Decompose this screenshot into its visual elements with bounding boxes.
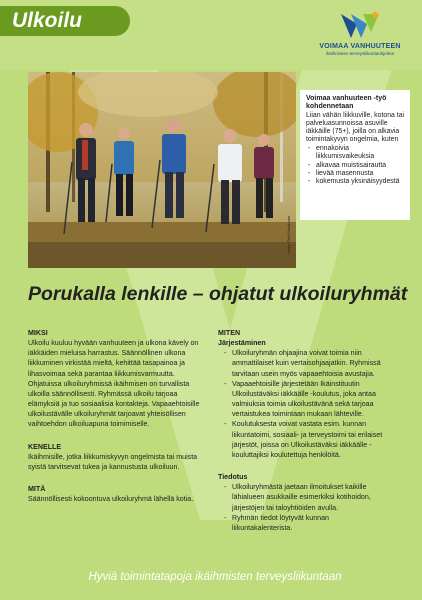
list-item: - Ryhmän tiedot löytyvät kunnan liikuntakalenterista. xyxy=(218,513,390,533)
target-group-heading: Voimaa vanhuuteen -työ kohdennetaan xyxy=(306,95,387,110)
jarjestaminen-heading: Järjestäminen xyxy=(218,339,266,348)
list-item: - Ulkoiluryhmästä jaetaan ilmoitukset kaikille lähialueen asukkaille esimerkiksi kotihoidon, järjestöjen tai taloyhtiöiden avulla. xyxy=(218,482,390,512)
miksi-heading: MIKSI xyxy=(28,329,48,337)
hero-photo xyxy=(28,72,296,268)
miksi-text: Ulkoilu kuuluu hyvään vanhuuteen ja ulkona kävely on iäkkäiden mieluisa harrastus. Säännöllinen ulkona liikkuminen virkistää mieltä, kehittää tasapainoa ja lihasvoimaa sekä parantaa liikkumisvarmuutta. Ohjatuissa ulkoiluryhmissä ikäihmisen on turvallista ulkoilla säännöllisesti. Ryhmässä ulkoilu tarjoaa elämyksiä ja tuo sosiaalisia kontakteja. Vapaaehtoisille ulkoilustävälle ulkoiluryhmät tarjoavat yhteisöllisen vaihtoehdon ulkoiluapuna toimimiselle. xyxy=(28,339,200,429)
footer-slogan: Hyviä toimintatapoja ikäihmisten terveysliikuntaan xyxy=(88,571,342,583)
miten-heading: MITEN xyxy=(218,329,241,337)
target-group-box xyxy=(300,90,410,220)
section-tab xyxy=(0,6,130,36)
list-item: - lievää masennusta xyxy=(312,170,406,178)
tiedotus-list xyxy=(218,482,390,533)
photo-credit: Kuva: Olof Gassholm xyxy=(286,216,291,254)
mita-text: Säännöllisesti kokoontuva ulkoiluryhmä lähellä kotia. xyxy=(28,495,194,504)
logo-mark-icon xyxy=(337,10,383,42)
list-item: - alkavaa muistisairautta xyxy=(312,162,406,170)
right-column xyxy=(218,328,390,537)
nordic-walkers-image xyxy=(28,72,296,268)
mita-heading: MITÄ xyxy=(28,485,46,494)
logo-tagline: ikäihmisten terveysliikuntaohjelma xyxy=(325,51,395,56)
target-group-text: Liian vähän liikkuville, kotona tai palveluasunnoissa asuville iäkkäille (75+), joilla on alkavia toimintakyvyn ongelmia, kuten xyxy=(306,112,405,144)
left-column xyxy=(28,328,204,508)
logo-name: VOIMAA VANHUUTEEN xyxy=(319,43,401,50)
list-item: - Vapaaehtoisille järjestetään Ikäinstituutin Ulkoilustäväksi iäkkäälle -koulutus, joka antaa valmiuksia toimia ulkoilustävänä sekä tarjoaa vertaistukea toimintaan mukaan lähteville. xyxy=(218,379,390,420)
target-group-list xyxy=(306,145,406,185)
list-item: - kokemusta yksinäisyydestä xyxy=(312,178,406,186)
list-item: - Ulkoiluryhmän ohjaajina voivat toimia niin ammattilaiset kuin vertaisohjaajatkin. Ryhmissä tarvitaan usein myös vapaaehtoisia avustajia. xyxy=(218,348,390,378)
tiedotus-heading: Tiedotus xyxy=(218,473,248,482)
jarjestaminen-list xyxy=(218,348,390,460)
kenelle-text: Ikäihmisille, jotka liikkumiskyvyn ongelmista tai muista syistä tarvitsevat tukea ja kannustusta ulkoiluun. xyxy=(28,452,198,471)
list-item: - ennakoivia liikkumisvaikeuksia xyxy=(312,145,406,161)
section-tab-label: Ulkoilu xyxy=(12,9,83,32)
page-title: Porukalla lenkille – ohjatut ulkoiluryhmät xyxy=(28,283,408,305)
list-item: - Koulutuksesta voivat vastata esim. kunnan liikuntatoimi, sosiaali- ja terveystoimi tai erilaiset järjestöt, joissa on Ulkoilustäväksi iäkkäälle -kouluttajiksi koulutettuja henkilöitä. xyxy=(218,419,390,460)
program-logo xyxy=(310,10,410,66)
kenelle-heading: KENELLE xyxy=(28,442,62,451)
